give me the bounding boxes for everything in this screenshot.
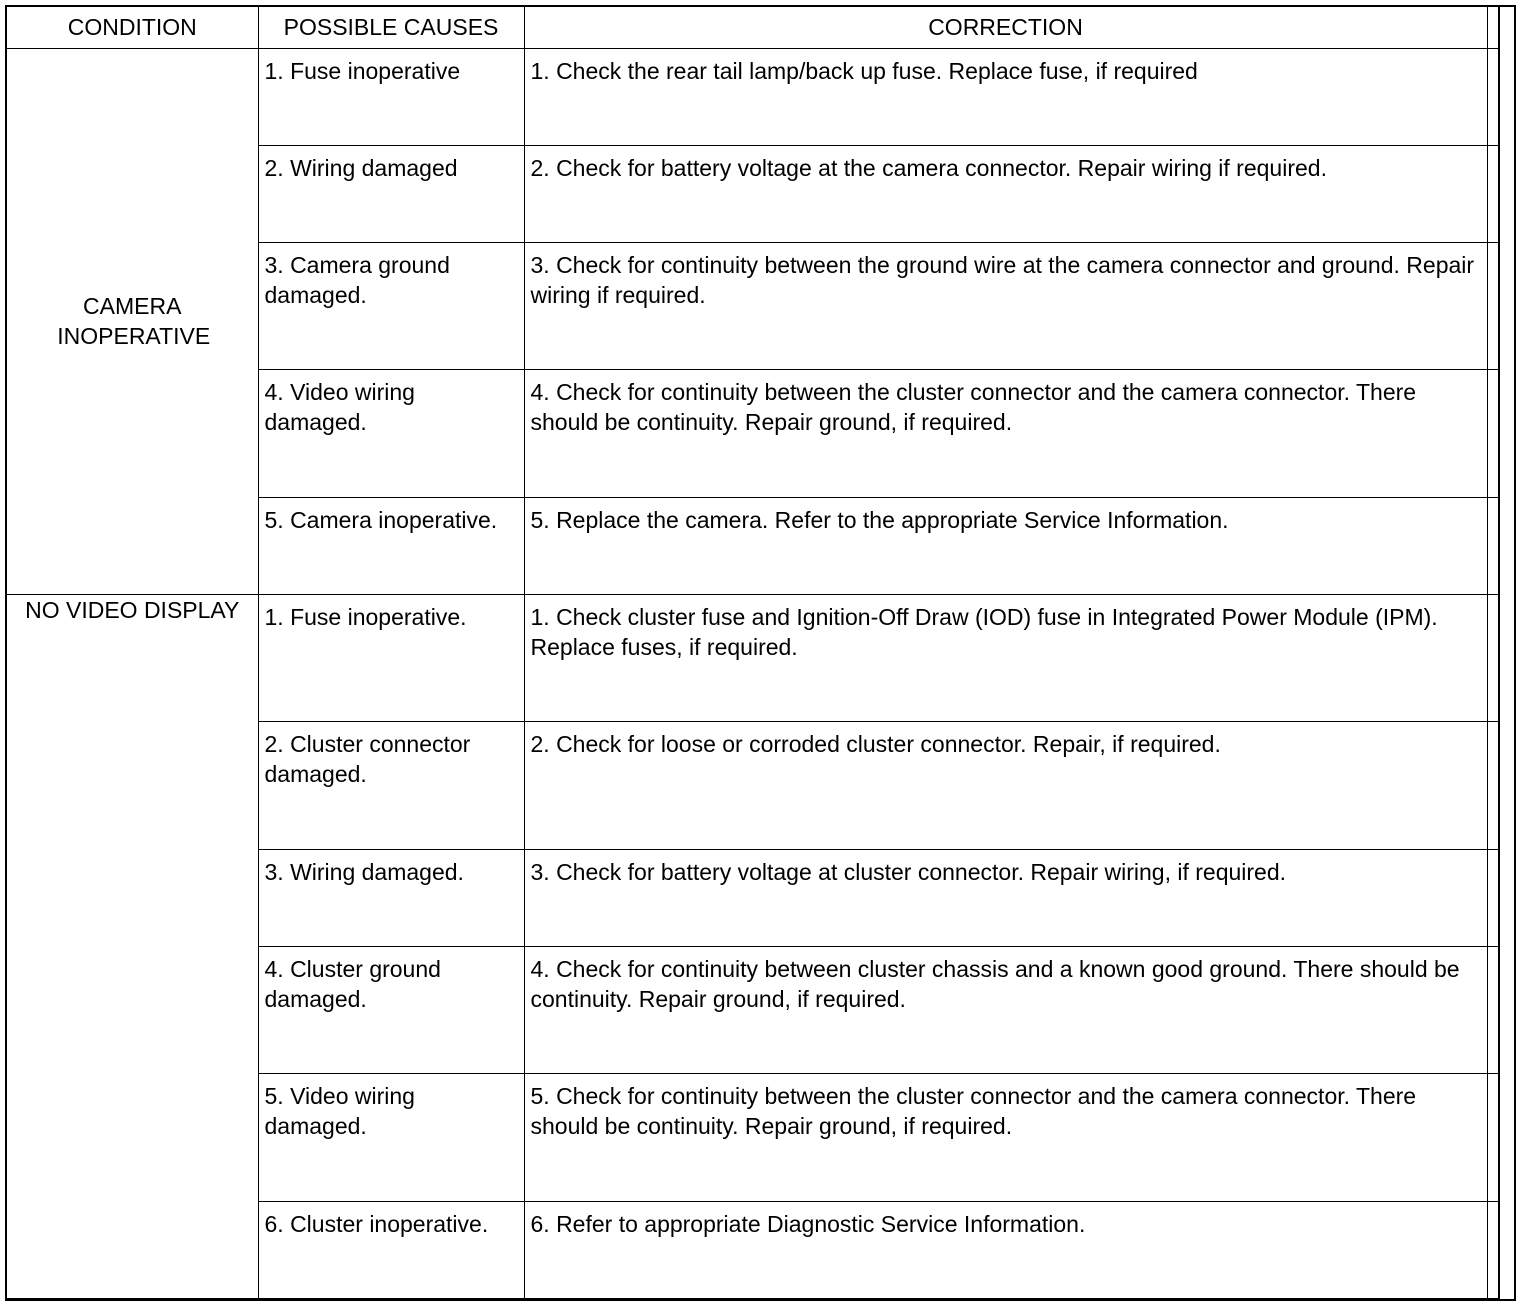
table-row — [7, 594, 1512, 721]
page-edge-rail — [1498, 7, 1514, 1299]
correction-cell: 4. Check for continuity between cluster chassis and a known good ground. There should be continuity. Repair ground, if required. — [524, 946, 1487, 1073]
cause-cell: 4. Video wiring damaged. — [258, 369, 524, 497]
cause-cell: 2. Cluster connector damaged. — [258, 721, 524, 849]
correction-cell: 4. Check for continuity between the cluster connector and the camera connector. There should be continuity. Repair ground, if required. — [524, 369, 1487, 497]
cause-cell: 3. Wiring damaged. — [258, 849, 524, 946]
cause-cell: 1. Fuse inoperative — [258, 48, 524, 145]
cause-cell: 5. Video wiring damaged. — [258, 1073, 524, 1201]
correction-cell: 5. Check for continuity between the cluster connector and the camera connector. There should be continuity. Repair ground, if required. — [524, 1073, 1487, 1201]
diagnostic-table — [7, 7, 1512, 1299]
header-possible-causes: POSSIBLE CAUSES — [258, 7, 524, 48]
cause-cell: 3. Camera ground damaged. — [258, 242, 524, 369]
correction-cell: 1. Check the rear tail lamp/back up fuse. Replace fuse, if required — [524, 48, 1487, 145]
correction-cell: 6. Refer to appropriate Diagnostic Service Information. — [524, 1201, 1487, 1298]
table-row — [7, 48, 1512, 145]
correction-cell: 5. Replace the camera. Refer to the appropriate Service Information. — [524, 497, 1487, 594]
condition-no-video-display: NO VIDEO DISPLAY — [7, 594, 258, 1298]
header-correction: CORRECTION — [524, 7, 1487, 48]
cause-cell: 4. Cluster ground damaged. — [258, 946, 524, 1073]
header-condition: CONDITION — [7, 7, 258, 48]
correction-cell: 2. Check for battery voltage at the camera connector. Repair wiring if required. — [524, 145, 1487, 242]
correction-cell: 1. Check cluster fuse and Ignition-Off Draw (IOD) fuse in Integrated Power Module (IPM). Replace fuses, if required. — [524, 594, 1487, 721]
correction-cell: 2. Check for loose or corroded cluster connector. Repair, if required. — [524, 721, 1487, 849]
cause-cell: 1. Fuse inoperative. — [258, 594, 524, 721]
cause-cell: 6. Cluster inoperative. — [258, 1201, 524, 1298]
correction-cell: 3. Check for continuity between the ground wire at the camera connector and ground. Repair wiring if required. — [524, 242, 1487, 369]
cause-cell: 5. Camera inoperative. — [258, 497, 524, 594]
cause-cell: 2. Wiring damaged — [258, 145, 524, 242]
header-row — [7, 7, 1512, 48]
diagnostic-table-frame — [5, 5, 1516, 1301]
condition-camera-inoperative: CAMERA INOPERATIVE — [7, 48, 258, 594]
correction-cell: 3. Check for battery voltage at cluster connector. Repair wiring, if required. — [524, 849, 1487, 946]
